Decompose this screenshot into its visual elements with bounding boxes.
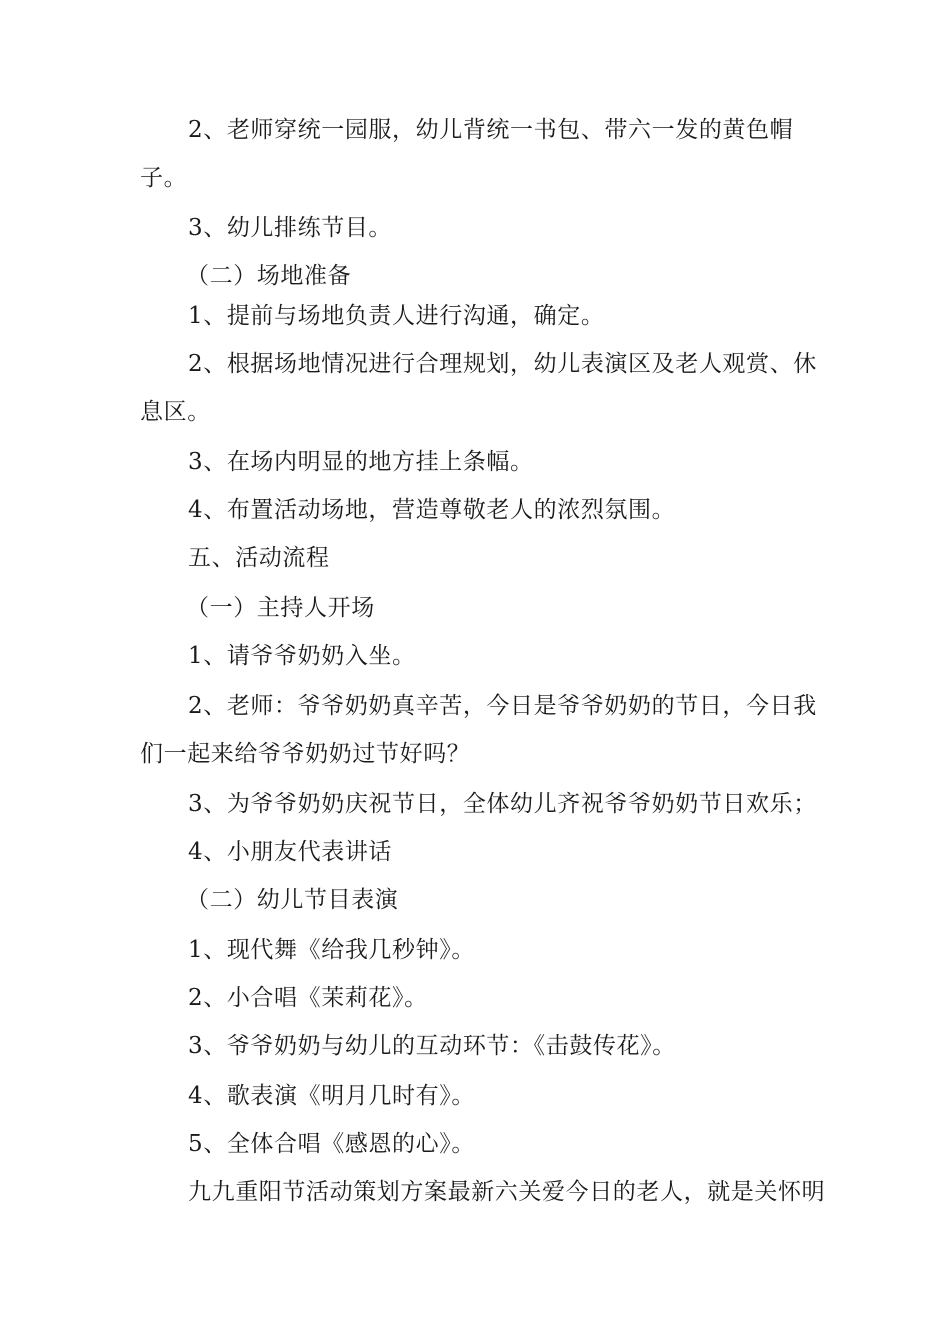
paragraph-seat-grandparents: 1、请爷爷奶奶入坐。 <box>188 643 416 669</box>
paragraph-celebrate-festival: 3、为爷爷奶奶庆祝节日，全体幼儿齐祝爷爷奶奶节日欢乐； <box>188 791 817 817</box>
paragraph-song-performance: 4、歌表演《明月几时有》。 <box>188 1083 475 1109</box>
paragraph-teacher-speech: 2、老师：爷爷奶奶真辛苦，今日是爷爷奶奶的节日，今日我们一起来给爷爷奶奶过节好吗？ <box>140 693 817 767</box>
paragraph-interactive-game: 3、爷爷奶奶与幼儿的互动环节：《击鼓传花》。 <box>188 1033 676 1059</box>
paragraph-venue-contact: 1、提前与场地负责人进行沟通，确定。 <box>188 303 605 329</box>
paragraph-child-representative: 4、小朋友代表讲话 <box>188 839 393 865</box>
paragraph-chorus-jasmine: 2、小合唱《茉莉花》。 <box>188 985 428 1011</box>
paragraph-uniform-clothing: 2、老师穿统一园服，幼儿背统一书包、带六一发的黄色帽子。 <box>140 117 794 191</box>
paragraph-decorate-venue: 4、布置活动场地，营造尊敬老人的浓烈氛围。 <box>188 497 676 523</box>
paragraph-modern-dance: 1、现代舞《给我几秒钟》。 <box>188 937 475 963</box>
paragraph-hang-banner: 3、在场内明显的地方挂上条幅。 <box>188 449 534 475</box>
section-heading-performances: （二）幼儿节目表演 <box>186 887 399 913</box>
section-heading-venue-prep: （二）场地准备 <box>186 263 352 289</box>
paragraph-grateful-heart: 5、全体合唱《感恩的心》。 <box>188 1131 475 1157</box>
section-heading-activity-flow: 五、活动流程 <box>188 545 330 571</box>
section-heading-host-opening: （一）主持人开场 <box>186 595 375 621</box>
paragraph-plan-six-intro: 九九重阳节活动策划方案最新六关爱今日的老人，就是关怀明 <box>188 1179 826 1205</box>
paragraph-rehearse-program: 3、幼儿排练节目。 <box>188 215 393 241</box>
paragraph-venue-planning: 2、根据场地情况进行合理规划，幼儿表演区及老人观赏、休息区。 <box>140 351 817 425</box>
